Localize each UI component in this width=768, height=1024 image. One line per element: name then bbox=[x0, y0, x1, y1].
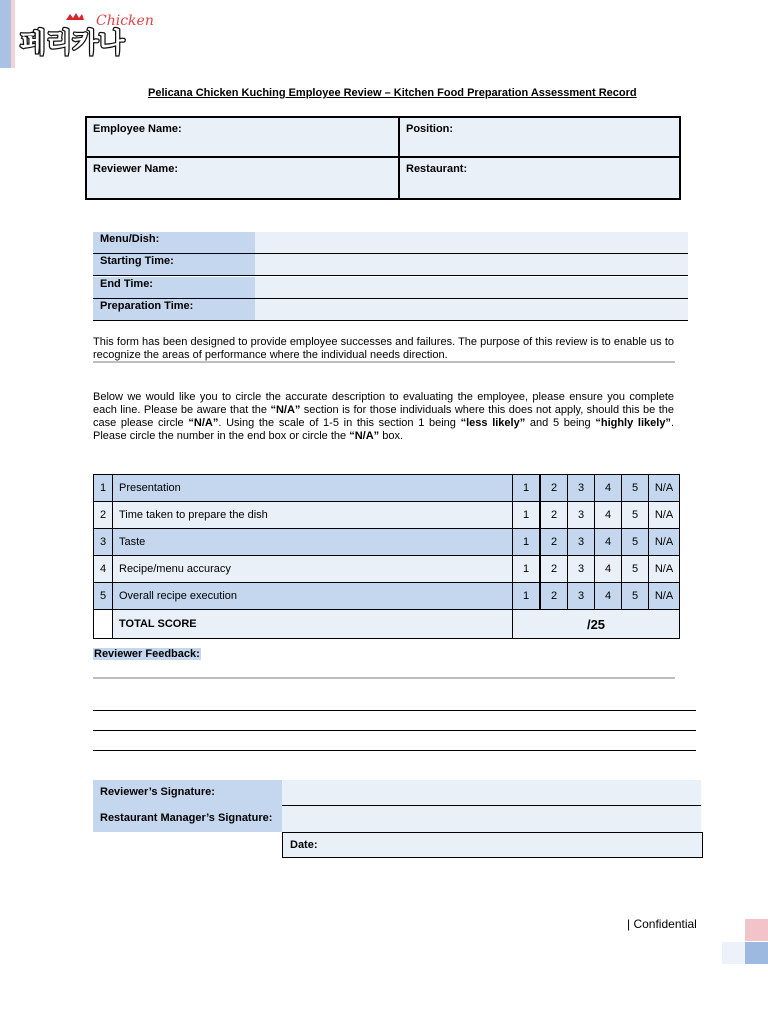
criteria-label: Presentation bbox=[113, 475, 513, 502]
menu-dish-label: Menu/Dish: bbox=[100, 233, 160, 245]
criteria-label: Overall recipe execution bbox=[113, 583, 513, 610]
reviewer-signature-field[interactable] bbox=[282, 780, 701, 806]
criteria-row bbox=[94, 556, 680, 583]
score-4-option[interactable]: 4 bbox=[595, 529, 622, 556]
criteria-row bbox=[94, 475, 680, 502]
score-5-option[interactable]: 5 bbox=[622, 529, 649, 556]
corner-square-blue bbox=[745, 942, 768, 964]
corner-square-light bbox=[722, 942, 745, 964]
instructions-paragraph: Below we would like you to circle the accurate description to evaluating the employee, please ensure you complete each line. Please be aware that the “N/A” section is for those individuals where this does not apply, should this be the case please circle “N/A”. Using the scale of 1-5 in this section 1 being “less likely” and 5 being “highly likely”. Please circle the number in the end box or circle the “N/A” box. bbox=[93, 391, 674, 442]
date-field[interactable] bbox=[282, 832, 703, 858]
criteria-row bbox=[94, 529, 680, 556]
criteria-row bbox=[94, 583, 680, 610]
score-2-option[interactable]: 2 bbox=[540, 529, 568, 556]
score-3-option[interactable]: 3 bbox=[568, 583, 595, 610]
date-label: Date: bbox=[290, 839, 318, 851]
preparation-time-row[interactable] bbox=[93, 299, 688, 321]
score-5-option[interactable]: 5 bbox=[622, 556, 649, 583]
intro-paragraph: This form has been designed to provide employee successes and failures. The purpose of this review is to enable us to recognize the areas of performance where the individual needs direction. bbox=[93, 336, 674, 361]
score-2-option[interactable]: 2 bbox=[540, 556, 568, 583]
score-4-option[interactable]: 4 bbox=[595, 556, 622, 583]
corner-bar-blue bbox=[0, 0, 11, 68]
logo-korean-text: 페리카나 bbox=[20, 28, 125, 59]
score-1-option[interactable]: 1 bbox=[513, 502, 541, 529]
score-1-option[interactable]: 1 bbox=[513, 583, 541, 610]
divider bbox=[93, 361, 675, 363]
starting-time-label: Starting Time: bbox=[100, 255, 174, 267]
logo-script-text: Chicken bbox=[96, 13, 154, 29]
criteria-number: 4 bbox=[94, 556, 113, 583]
score-2-option[interactable]: 2 bbox=[540, 583, 568, 610]
pelicana-logo bbox=[18, 12, 154, 60]
score-4-option[interactable]: 4 bbox=[595, 583, 622, 610]
feedback-line[interactable] bbox=[93, 730, 696, 731]
score-4-option[interactable]: 4 bbox=[595, 475, 622, 502]
criteria-number: 3 bbox=[94, 529, 113, 556]
corner-square-pink bbox=[745, 919, 768, 941]
criteria-number: 5 bbox=[94, 583, 113, 610]
page-title: Pelicana Chicken Kuching Employee Review – Kitchen Food Preparation Assessment Record bbox=[148, 87, 637, 99]
score-na-option[interactable]: N/A bbox=[649, 475, 680, 502]
confidential-footer: | Confidential bbox=[627, 917, 697, 931]
criteria-label: Time taken to prepare the dish bbox=[113, 502, 513, 529]
reviewer-feedback-label: Reviewer Feedback: bbox=[94, 648, 200, 660]
score-3-option[interactable]: 3 bbox=[568, 475, 595, 502]
end-time-label: End Time: bbox=[100, 278, 153, 290]
score-3-option[interactable]: 3 bbox=[568, 502, 595, 529]
starting-time-row[interactable] bbox=[93, 254, 688, 276]
position-field[interactable]: Position: bbox=[400, 118, 679, 158]
score-2-option[interactable]: 2 bbox=[540, 502, 568, 529]
criteria-label: Taste bbox=[113, 529, 513, 556]
employee-name-field[interactable]: Employee Name: bbox=[87, 118, 400, 158]
reviewer-name-field[interactable]: Reviewer Name: bbox=[87, 158, 400, 198]
feedback-line[interactable] bbox=[93, 710, 696, 711]
employee-info-table bbox=[85, 116, 681, 200]
reviewer-signature-label-cell bbox=[93, 780, 282, 806]
corner-bar-pink bbox=[11, 0, 15, 68]
criteria-row bbox=[94, 502, 680, 529]
score-na-option[interactable]: N/A bbox=[649, 502, 680, 529]
divider bbox=[93, 677, 675, 679]
score-2-option[interactable]: 2 bbox=[540, 475, 568, 502]
menu-dish-row[interactable] bbox=[93, 232, 688, 254]
reviewer-signature-label: Reviewer’s Signature: bbox=[100, 786, 215, 798]
restaurant-field[interactable]: Restaurant: bbox=[400, 158, 679, 198]
score-5-option[interactable]: 5 bbox=[622, 475, 649, 502]
score-na-option[interactable]: N/A bbox=[649, 583, 680, 610]
total-score-value[interactable]: /25 bbox=[513, 610, 680, 639]
score-1-option[interactable]: 1 bbox=[513, 556, 541, 583]
manager-signature-label: Restaurant Manager’s Signature: bbox=[100, 812, 273, 824]
total-score-row bbox=[94, 610, 680, 639]
score-1-option[interactable]: 1 bbox=[513, 529, 541, 556]
empty-cell bbox=[94, 610, 113, 639]
score-1-option[interactable]: 1 bbox=[513, 475, 541, 502]
criteria-number: 2 bbox=[94, 502, 113, 529]
total-score-label: TOTAL SCORE bbox=[113, 610, 513, 639]
criteria-label: Recipe/menu accuracy bbox=[113, 556, 513, 583]
manager-signature-label-cell bbox=[93, 806, 282, 832]
manager-signature-field[interactable] bbox=[282, 806, 701, 832]
criteria-number: 1 bbox=[94, 475, 113, 502]
end-time-row[interactable] bbox=[93, 277, 688, 299]
preparation-time-label: Preparation Time: bbox=[100, 300, 194, 312]
score-3-option[interactable]: 3 bbox=[568, 529, 595, 556]
score-5-option[interactable]: 5 bbox=[622, 583, 649, 610]
score-4-option[interactable]: 4 bbox=[595, 502, 622, 529]
score-3-option[interactable]: 3 bbox=[568, 556, 595, 583]
score-5-option[interactable]: 5 bbox=[622, 502, 649, 529]
score-na-option[interactable]: N/A bbox=[649, 556, 680, 583]
scoring-table bbox=[93, 474, 680, 639]
feedback-line[interactable] bbox=[93, 750, 696, 751]
score-na-option[interactable]: N/A bbox=[649, 529, 680, 556]
